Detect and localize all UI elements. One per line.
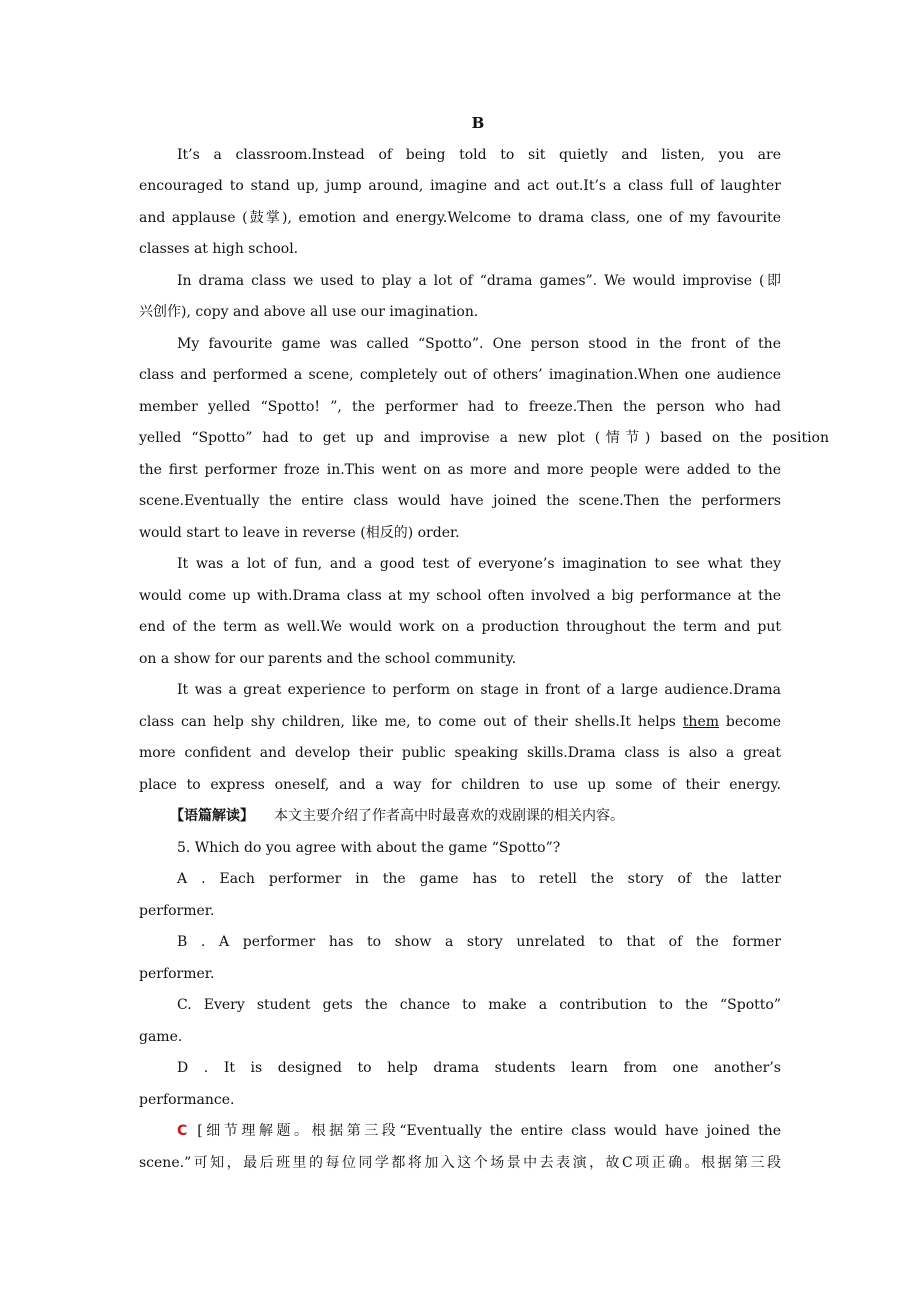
underlined-word: them bbox=[682, 714, 719, 730]
option-c: C. Every student gets the chance to make a contribution to the “Spotto” bbox=[177, 997, 781, 1013]
passage-text: become bbox=[719, 714, 782, 730]
passage-line: would come up with.Drama class at my school often involved a big performance at the bbox=[139, 588, 781, 604]
passage-line bbox=[139, 710, 781, 734]
passage-text: class can help shy children, like me, to come out of their shells.It helps bbox=[139, 714, 683, 730]
passage-line: the first performer froze in.This went on as more and more people were added to the bbox=[139, 462, 781, 478]
passage-line: classes at high school. bbox=[139, 241, 299, 257]
passage-line: It was a great experience to perform on stage in front of a large audience.Drama bbox=[177, 682, 781, 698]
interpretation-line bbox=[170, 804, 781, 828]
interpretation-label: 【语篇解读】 bbox=[170, 808, 254, 824]
option-d: D . It is designed to help drama students learn from one another’s bbox=[177, 1060, 781, 1076]
passage-line: member yelled “Spotto! ”, the performer had to freeze.Then the person who had bbox=[139, 399, 781, 415]
passage-line: 兴创作), copy and above all use our imagination. bbox=[139, 304, 479, 320]
passage-line: My favourite game was called “Spotto”. One person stood in the front of the bbox=[177, 336, 781, 352]
passage-line: yelled “Spotto” had to get up and improvise a new plot (情节) based on the position bbox=[139, 430, 829, 446]
passage-line: encouraged to stand up, jump around, imagine and act out.It’s a class full of laughter bbox=[139, 178, 781, 194]
question-stem: 5. Which do you agree with about the game “Spotto”? bbox=[177, 840, 561, 856]
passage-line: It was a lot of fun, and a good test of everyone’s imagination to see what they bbox=[177, 556, 781, 572]
passage-line: class and performed a scene, completely out of others’ imagination.When one audience bbox=[139, 367, 781, 383]
option-a: A . Each performer in the game has to retell the story of the latter bbox=[177, 871, 781, 887]
passage-line: In drama class we used to play a lot of “drama games”. We would improvise (即 bbox=[177, 273, 781, 289]
option-a-cont: performer. bbox=[139, 903, 215, 919]
option-b: B . A performer has to show a story unrelated to that of the former bbox=[177, 934, 781, 950]
passage-line: scene.Eventually the entire class would have joined the scene.Then the performers bbox=[139, 493, 781, 509]
passage-line: on a show for our parents and the school community. bbox=[139, 651, 517, 667]
passage-line: more confident and develop their public speaking skills.Drama class is also a great bbox=[139, 745, 781, 761]
passage-line: would start to leave in reverse (相反的) order. bbox=[139, 525, 460, 541]
passage-line: It’s a classroom.Instead of being told to sit quietly and listen, you are bbox=[177, 147, 781, 163]
interpretation-text: 本文主要介绍了作者高中时最喜欢的戏剧课的相关内容。 bbox=[274, 808, 624, 824]
option-c-cont: game. bbox=[139, 1029, 183, 1045]
option-b-cont: performer. bbox=[139, 966, 215, 982]
answer-line: scene.”可知，最后班里的每位同学都将加入这个场景中去表演，故C项正确。根据第三段 bbox=[139, 1155, 781, 1171]
passage-line: and applause (鼓掌), emotion and energy.Welcome to drama class, one of my favourite bbox=[139, 210, 781, 226]
passage-line: place to express oneself, and a way for children to use up some of their energy. bbox=[139, 777, 781, 793]
passage-line: end of the term as well.We would work on a production throughout the term and put bbox=[139, 619, 781, 635]
answer-line bbox=[177, 1119, 781, 1143]
option-d-cont: performance. bbox=[139, 1092, 235, 1108]
answer-text: [细节理解题。根据第三段“Eventually the entire class would have joined the bbox=[197, 1123, 781, 1139]
answer-letter: C bbox=[177, 1123, 188, 1139]
section-label: B bbox=[471, 114, 485, 132]
